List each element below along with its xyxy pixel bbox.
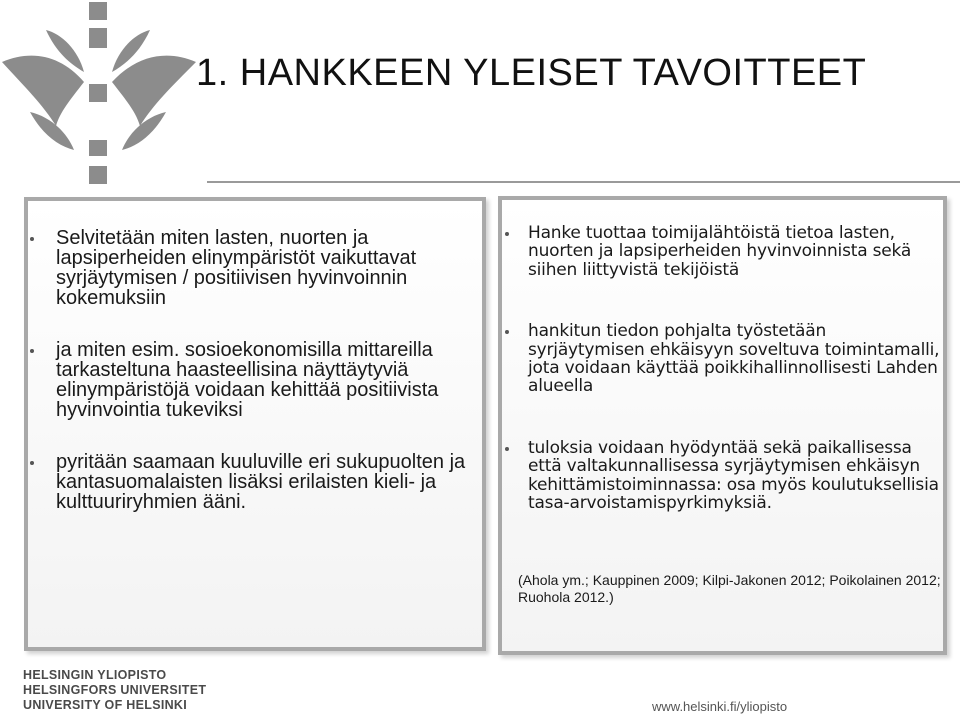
right-bullet-list — [504, 224, 944, 555]
list-item: hankitun tiedon pohjalta työstetään syrjäytymisen ehkäisyyn soveltuva toimintamalli, jota voidaan käyttää poikkihallinnollisesti Lahden alueella — [504, 322, 944, 396]
footer-url: www.helsinki.fi/yliopisto — [652, 699, 788, 714]
university-name-fi: HELSINGIN YLIOPISTO — [23, 668, 167, 682]
university-name-sv: HELSINGFORS UNIVERSITET — [23, 683, 207, 697]
list-item: tuloksia voidaan hyödyntää sekä paikallisessa että valtakunnallisessa syrjäytymisen ehkäisyn kehittämistoiminnassa: osa myös koulutuksellisia tasa-arvoistamispyrkimyksiä. — [504, 439, 944, 513]
citation: (Ahola ym.; Kauppinen 2009; Kilpi-Jakonen 2012; Poikolainen 2012; Ruohola 2012.) — [518, 572, 941, 605]
university-name-en: UNIVERSITY OF HELSINKI — [23, 698, 188, 712]
university-flame-logo-icon — [0, 0, 200, 190]
list-item: Hanke tuottaa toimijalähtöistä tietoa lasten, nuorten ja lapsiperheiden hyvinvoinnista sekä siihen liittyvistä tekijöistä — [504, 224, 944, 279]
university-name — [23, 668, 206, 713]
list-item: Selvitetään miten lasten, nuorten ja lapsiperheiden elinympäristöt vaikuttavat syrjäytymisen / positiivisen hyvinvoinnin kokemuksiin — [30, 228, 470, 308]
left-bullet-list — [30, 228, 470, 544]
list-item: pyritään saamaan kuuluville eri sukupuolten ja kantasuomalaisten lisäksi erilaisten kieli- ja kulttuuriryhmien ääni. — [30, 452, 470, 512]
right-panel — [498, 196, 947, 655]
list-item: ja miten esim. sosioekonomisilla mittareilla tarkasteltuna haasteellisina näyttäytyviä elinympäristöjä voidaan kehittää positiivista hyvinvointia tukeviksi — [30, 340, 470, 420]
title-divider — [207, 181, 960, 183]
page-title: 1. HANKKEEN YLEISET TAVOITTEET — [196, 52, 867, 94]
left-panel — [24, 197, 486, 651]
